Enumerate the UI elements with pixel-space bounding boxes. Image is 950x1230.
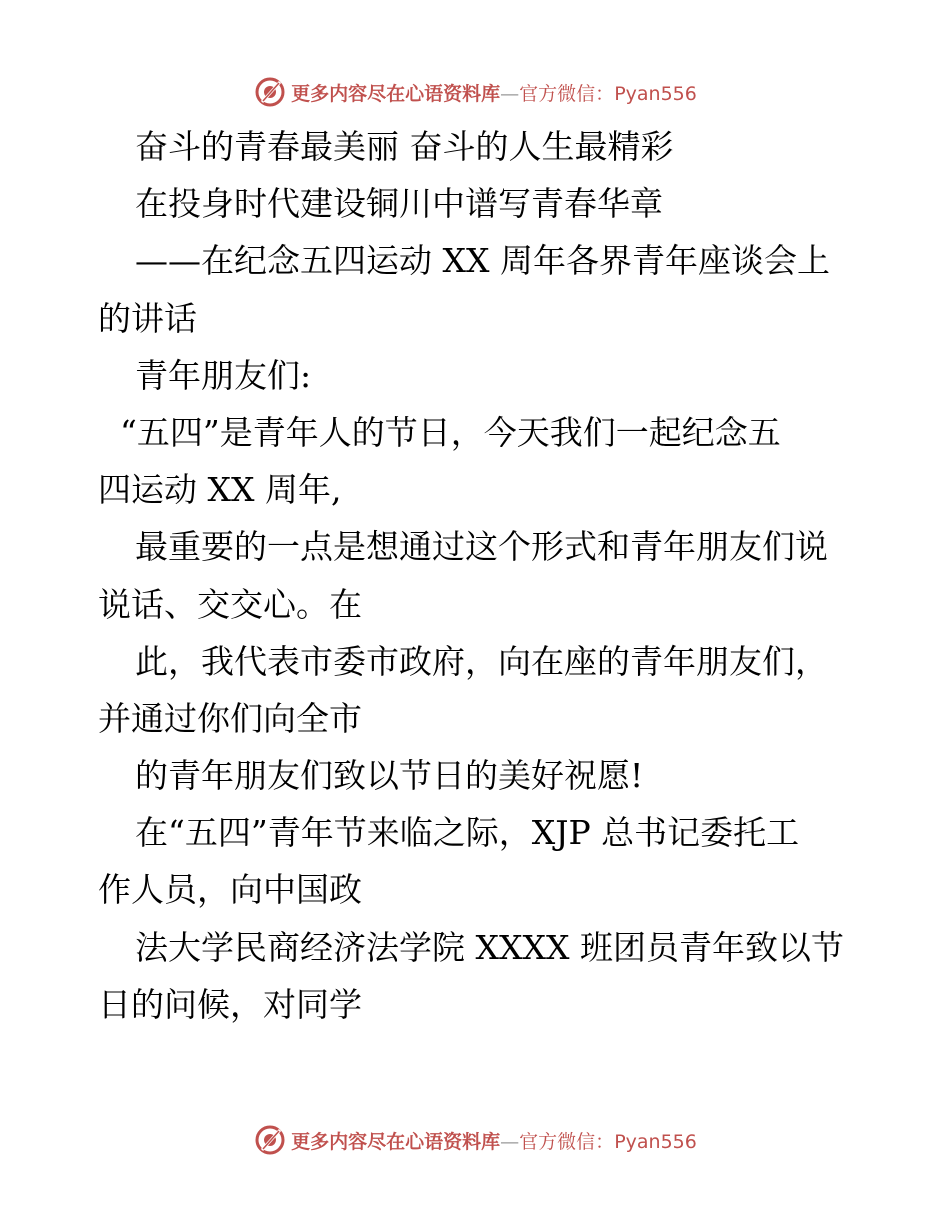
paragraph-line: 并通过你们向全市 [98,698,362,738]
paragraph-line: 此，我代表市委市政府，向在座的青年朋友们， [135,641,828,681]
paragraph-line: 法大学民商经济法学院 XXXX 班团员青年致以节 [135,927,844,967]
banner-wechat-label: 官方微信： [519,1130,615,1153]
banner-site-name: 更多内容尽在心语资料库 [291,1130,501,1153]
footer-banner [0,1120,950,1160]
header-banner-inner [253,75,697,109]
footer-banner-inner [253,1123,697,1157]
subtitle-line-2: 的讲话 [98,298,197,338]
paragraph-line: “五四”是青年人的节日，今天我们一起纪念五 [120,412,781,452]
paragraph-line: 的青年朋友们致以节日的美好祝愿! [135,756,644,796]
banner-wechat-id: Pyan556 [614,82,697,105]
document-body [98,118,858,1033]
banner-dash: — [500,1130,520,1153]
banner-site-name: 更多内容尽在心语资料库 [291,82,501,105]
paragraph-line: 四运动 XX 周年, [98,470,342,510]
paragraph-line: 说话、交交心。在 [98,584,362,624]
banner-dash: — [500,82,520,105]
paragraph-line: 在“五四”青年节来临之际，XJP 总书记委托工 [135,813,800,853]
header-banner-text [291,79,697,106]
banner-wechat-label: 官方微信： [519,82,615,105]
paragraph-line: 作人员，向中国政 [98,870,362,910]
subtitle-line-1: ——在纪念五四运动 XX 周年各界青年座谈会上 [135,241,830,281]
header-banner [0,72,950,112]
banner-wechat-id: Pyan556 [614,1130,697,1153]
paragraph-line: 日的问候，对同学 [98,984,362,1024]
logo-icon [253,75,287,109]
logo-icon [253,1123,287,1157]
paragraph-line: 最重要的一点是想通过这个形式和青年朋友们说 [135,527,828,567]
title-line-2: 在投身时代建设铜川中谱写青春华章 [135,184,663,224]
title-line-1: 奋斗的青春最美丽 奋斗的人生最精彩 [135,127,674,166]
footer-banner-text [291,1127,697,1154]
salutation: 青年朋友们: [135,355,312,395]
